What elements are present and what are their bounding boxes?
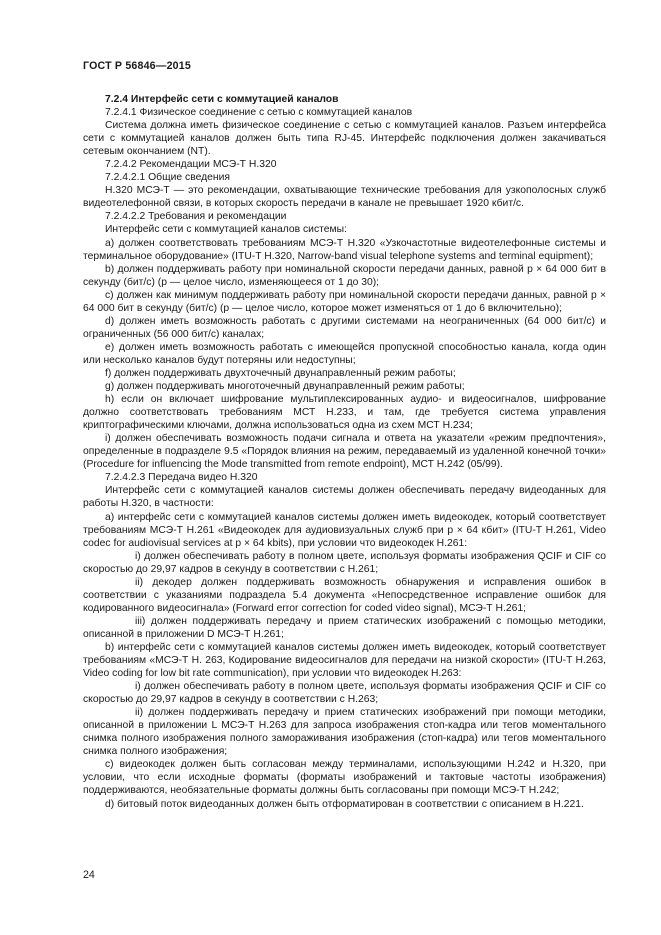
paragraph: Интерфейс сети с коммутацией каналов системы: — [105, 224, 347, 236]
paragraph: Система должна иметь физическое соединение с сетью с коммутацией каналов. Разъем интерфейса сети с коммутацией каналов должен быть типа RJ-45. Интерфейс подключения должен закачиваться сетевым окончанием (NT). — [83, 120, 606, 158]
sub-list-item: ii) должен поддерживать передачу и прием статических изображений при помощи методики, описанной в приложении L МСЭ-Т Н.263 для запроса изображения стоп-кадра или тегов моментального снимка полного изображения полного замораживания изображения (стоп-кадра) или тегов моментального снимка полного изображения; — [83, 707, 606, 758]
list-item: c) видеокодек должен быть согласован между терминалами, использующими Н.242 и Н.320, при условии, что если исходные форматы (форматы изображений и тактовые частоты изображения) поддерживаются, необязательные форматы должны быть согласованы при помощи МСЭ-Т Н.242; — [83, 759, 606, 797]
list-item: b) должен поддерживать работу при номинальной скорости передачи данных, равной p × 64 000 бит в секунду (бит/с) (p — целое число, изменяющееся от 1 до 30); — [83, 263, 606, 288]
paragraph: 7.2.4.2.1 Общие сведения — [105, 172, 230, 184]
list-item: c) должен как минимум поддерживать работу при номинальной скорости передачи данных, равной p × 64 000 бит в секунду (бит/с) (p — целое число, которое может изменяться от 1 до 6 включительно); — [83, 289, 606, 314]
paragraph: 7.2.4.1 Физическое соединение с сетью с коммутацией каналов — [105, 107, 413, 119]
list-item: f) должен поддерживать двухточечный двунаправленный режим работы; — [105, 367, 456, 379]
list-item: h) если он включает шифрование мультиплексированных аудио- и видеосигналов, шифрование должно соответствовать требованиям МСТ Н.233, и там, где требуется система управления криптографическими ключами, должна использоваться одна из схем МСТ Н.234; — [83, 394, 606, 432]
document-body — [83, 93, 606, 811]
sub-list-item: i) должен обеспечивать работу в полном цвете, используя форматы изображения QCIF и CIF со скоростью до 29,97 кадров в секунду в соответствии с Н.261; — [83, 550, 606, 575]
paragraph: Интерфейс сети с коммутацией каналов системы должен обеспечивать передачу видеоданных для работы Н.320, в частности: — [83, 485, 606, 510]
list-item: e) должен иметь возможность работать с имеющейся пропускной способностью канала, когда один или несколько каналов будут потеряны или недоступны; — [83, 341, 606, 366]
sub-list-item: iii) должен поддерживать передачу и прием статических изображений с помощью методики, описанной в приложении D МСЭ-Т Н.261; — [83, 615, 606, 640]
list-item: d) битовый поток видеоданных должен быть отформатирован в соответствии с описанием в Н.221. — [105, 798, 584, 810]
document-header: ГОСТ Р 56846—2015 — [83, 60, 191, 72]
list-item: а) должен соответствовать требованиям МСЭ-Т Н.320 «Узкочастотные видеотелефонные системы и терминальное оборудование» (ITU-T H.320, Narrow-band visual telephone systems and terminal equipment); — [83, 237, 606, 262]
sub-list-item: ii) декодер должен поддерживать возможность обнаружения и исправления ошибок в соответствии с указаниями подраздела 5.4 документа «Непосредственное исправление ошибок для кодированного видеосигнала» (Forward error correction for coded video signal), МСЭ-Т Н.261; — [83, 576, 606, 614]
list-item: d) должен иметь возможность работать с другими системами на неограниченных (64 000 бит/с) и ограниченных (56 000 бит/с) каналах; — [83, 315, 606, 340]
list-item: а) интерфейс сети с коммутацией каналов системы должен иметь видеокодек, который соответствует требованиям МСЭ-Т Н.261 «Видеокодек для аудиовизуальных служб при p × 64 кбит» (ITU-T H.261, Video codec for audiovisual services at p × 64 kbits), при условии что видеокодек Н.261: — [83, 511, 606, 549]
page-number: 24 — [83, 869, 95, 881]
list-item: g) должен поддерживать многоточечный двунаправленный режим работы; — [105, 381, 465, 393]
paragraph: 7.2.4.2.3 Передача видео Н.320 — [105, 472, 258, 484]
sub-list-item: i) должен обеспечивать работу в полном цвете, используя форматы изображения QCIF и CIF со скоростью до 29,97 кадров в секунду в соответствии с Н.263; — [83, 681, 606, 706]
paragraph: 7.2.4.2.2 Требования и рекомендации — [105, 211, 287, 223]
paragraph: Н.320 МСЭ-Т — это рекомендации, охватывающие технические требования для узкополосных служб видеотелефонной связи, в которых скорость передачи в канале не превышает 1920 кбит/с. — [83, 185, 606, 210]
paragraph: 7.2.4.2 Рекомендации МСЭ-Т Н.320 — [105, 159, 277, 171]
list-item: i) должен обеспечивать возможность подачи сигнала и ответа на указатели «режим предпочтения», определенные в подразделе 9.5 «Порядок влияния на режим, передаваемый из удаленной конечной точки» (Procedure for influencing the Mode transmitted from remote endpoint), МСТ Н.242 (05/99). — [83, 433, 606, 471]
list-item: b) интерфейс сети с коммутацией каналов системы должен иметь видеокодек, который соответствует требованиям «МСЭ-Т Н. 263, Кодирование видеосигналов для передачи на низкой скорости» (ITU-T H.263, Video coding for low bit rate communication), при условии что видеокодек Н.263: — [83, 641, 606, 680]
section-heading: 7.2.4 Интерфейс сети с коммутацией каналов — [105, 94, 339, 105]
